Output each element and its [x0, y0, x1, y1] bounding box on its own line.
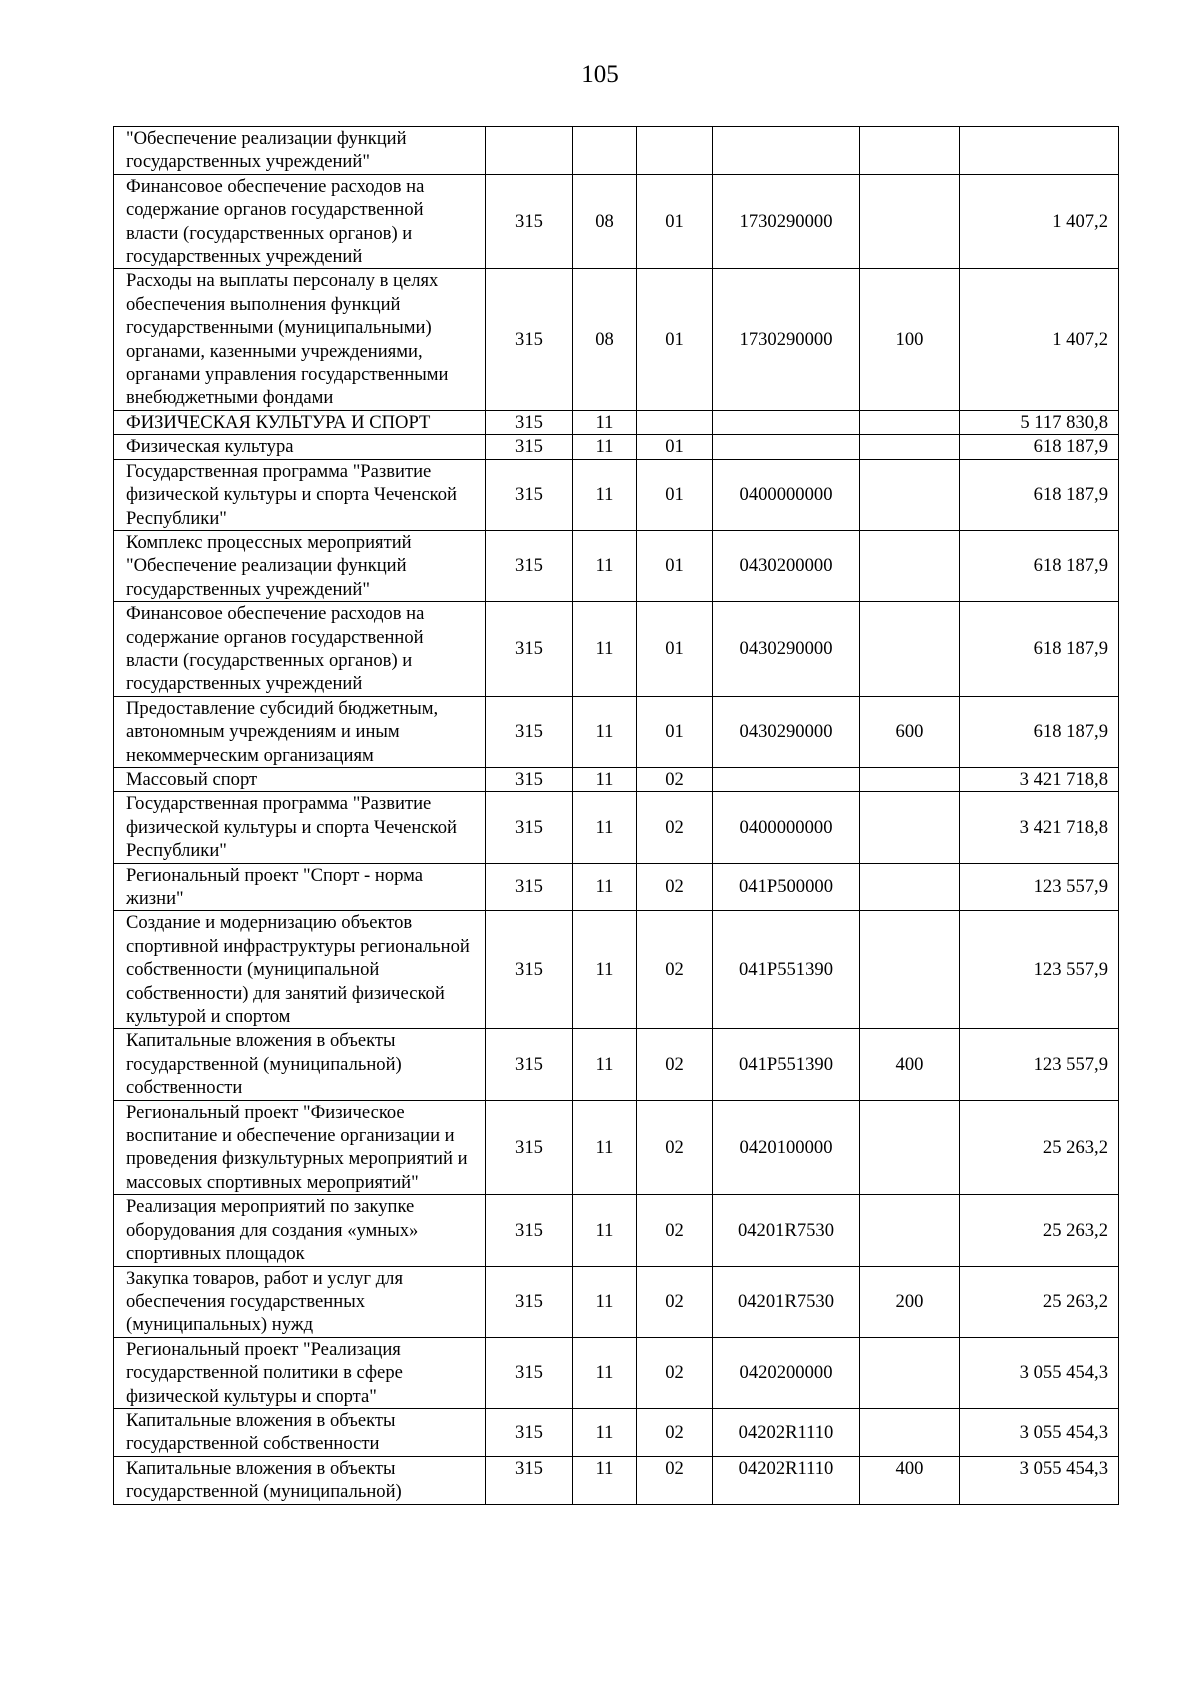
table-row [114, 410, 1119, 434]
cell-amount: 123 557,9 [960, 911, 1119, 1029]
table-row [114, 174, 1119, 269]
cell-section: 11 [573, 696, 637, 767]
cell-name: Создание и модернизацию объектов спортивной инфраструктуры региональной собственности (муниципальной собственности) для занятий физической культурой и спортом [114, 911, 486, 1029]
cell-name: Физическая культура [114, 435, 486, 459]
table-row [114, 435, 1119, 459]
cell-expense-type [860, 1337, 960, 1408]
cell-subsection [637, 127, 713, 175]
cell-expense-type [860, 174, 960, 269]
cell-name: Массовый спорт [114, 767, 486, 791]
cell-name: Региональный проект "Реализация государственной политики в сфере физической культуры и спорта" [114, 1337, 486, 1408]
cell-expense-type: 400 [860, 1456, 960, 1504]
cell-expense-type [860, 1195, 960, 1266]
table-row [114, 792, 1119, 863]
cell-section: 11 [573, 410, 637, 434]
cell-subsection: 01 [637, 602, 713, 697]
cell-amount: 3 055 454,3 [960, 1456, 1119, 1504]
table-row [114, 863, 1119, 911]
cell-section: 11 [573, 459, 637, 530]
cell-name: ФИЗИЧЕСКАЯ КУЛЬТУРА И СПОРТ [114, 410, 486, 434]
cell-target-article: 04202R1110 [713, 1456, 860, 1504]
cell-ministry-code: 315 [486, 792, 573, 863]
cell-expense-type [860, 792, 960, 863]
cell-subsection: 02 [637, 1456, 713, 1504]
cell-expense-type [860, 767, 960, 791]
cell-ministry-code: 315 [486, 459, 573, 530]
cell-ministry-code: 315 [486, 1195, 573, 1266]
cell-target-article: 04201R7530 [713, 1266, 860, 1337]
cell-name: Комплекс процессных мероприятий "Обеспечение реализации функций государственных учреждений" [114, 530, 486, 601]
table-row [114, 530, 1119, 601]
cell-amount: 618 187,9 [960, 530, 1119, 601]
cell-name: Реализация мероприятий по закупке оборудования для создания «умных» спортивных площадок [114, 1195, 486, 1266]
cell-ministry-code: 315 [486, 269, 573, 410]
cell-subsection [637, 410, 713, 434]
cell-amount: 3 055 454,3 [960, 1337, 1119, 1408]
table-row [114, 1337, 1119, 1408]
cell-ministry-code: 315 [486, 1100, 573, 1195]
cell-expense-type [860, 602, 960, 697]
cell-section: 11 [573, 1195, 637, 1266]
table-row [114, 767, 1119, 791]
cell-target-article: 0430290000 [713, 696, 860, 767]
cell-expense-type: 600 [860, 696, 960, 767]
table-row [114, 1266, 1119, 1337]
cell-amount: 618 187,9 [960, 602, 1119, 697]
cell-section: 11 [573, 911, 637, 1029]
cell-ministry-code: 315 [486, 1029, 573, 1100]
cell-amount: 25 263,2 [960, 1195, 1119, 1266]
cell-target-article: 0430200000 [713, 530, 860, 601]
table-row [114, 602, 1119, 697]
table-row [114, 911, 1119, 1029]
cell-section: 11 [573, 1456, 637, 1504]
cell-ministry-code: 315 [486, 1266, 573, 1337]
cell-ministry-code: 315 [486, 435, 573, 459]
table-body [114, 127, 1119, 1505]
cell-amount [960, 127, 1119, 175]
cell-target-article: 041P500000 [713, 863, 860, 911]
cell-ministry-code: 315 [486, 602, 573, 697]
cell-amount: 618 187,9 [960, 435, 1119, 459]
cell-amount: 618 187,9 [960, 459, 1119, 530]
cell-section: 11 [573, 1408, 637, 1456]
cell-name: Финансовое обеспечение расходов на содержание органов государственной власти (государственных органов) и государственных учреждений [114, 602, 486, 697]
cell-target-article [713, 767, 860, 791]
cell-ministry-code: 315 [486, 410, 573, 434]
cell-subsection: 02 [637, 863, 713, 911]
cell-amount: 25 263,2 [960, 1100, 1119, 1195]
cell-subsection: 02 [637, 792, 713, 863]
cell-section: 11 [573, 435, 637, 459]
cell-ministry-code: 315 [486, 174, 573, 269]
cell-subsection: 01 [637, 435, 713, 459]
page-number: 105 [581, 61, 619, 88]
cell-amount: 618 187,9 [960, 696, 1119, 767]
table-row [114, 269, 1119, 410]
cell-expense-type [860, 1100, 960, 1195]
cell-section: 11 [573, 602, 637, 697]
cell-section: 11 [573, 530, 637, 601]
cell-expense-type: 100 [860, 269, 960, 410]
cell-target-article: 1730290000 [713, 174, 860, 269]
cell-ministry-code: 315 [486, 696, 573, 767]
cell-amount: 123 557,9 [960, 863, 1119, 911]
cell-target-article: 04201R7530 [713, 1195, 860, 1266]
table-row [114, 1408, 1119, 1456]
table-row [114, 459, 1119, 530]
cell-target-article: 1730290000 [713, 269, 860, 410]
cell-ministry-code: 315 [486, 1408, 573, 1456]
cell-section: 11 [573, 1029, 637, 1100]
cell-section: 11 [573, 863, 637, 911]
cell-section: 11 [573, 1100, 637, 1195]
cell-expense-type: 200 [860, 1266, 960, 1337]
cell-target-article [713, 127, 860, 175]
table-row [114, 1100, 1119, 1195]
cell-target-article: 04202R1110 [713, 1408, 860, 1456]
cell-target-article: 0400000000 [713, 459, 860, 530]
cell-section [573, 127, 637, 175]
cell-target-article: 0430290000 [713, 602, 860, 697]
cell-target-article [713, 410, 860, 434]
cell-section: 11 [573, 792, 637, 863]
cell-target-article: 041P551390 [713, 911, 860, 1029]
cell-amount: 1 407,2 [960, 269, 1119, 410]
cell-amount: 25 263,2 [960, 1266, 1119, 1337]
cell-name: Государственная программа "Развитие физической культуры и спорта Чеченской Республики" [114, 792, 486, 863]
cell-ministry-code: 315 [486, 863, 573, 911]
cell-target-article: 0400000000 [713, 792, 860, 863]
cell-target-article [713, 435, 860, 459]
cell-subsection: 02 [637, 767, 713, 791]
cell-amount: 3 055 454,3 [960, 1408, 1119, 1456]
cell-expense-type [860, 459, 960, 530]
cell-name: Региональный проект "Физическое воспитание и обеспечение организации и проведения физкультурных мероприятий и массовых спортивных мероприятий" [114, 1100, 486, 1195]
cell-name: Капитальные вложения в объекты государственной (муниципальной) [114, 1456, 486, 1504]
cell-subsection: 01 [637, 269, 713, 410]
table-row [114, 127, 1119, 175]
cell-name: Предоставление субсидий бюджетным, автономным учреждениям и иным некоммерческим организациям [114, 696, 486, 767]
cell-ministry-code: 315 [486, 767, 573, 791]
cell-target-article: 041P551390 [713, 1029, 860, 1100]
cell-expense-type [860, 530, 960, 601]
cell-amount: 3 421 718,8 [960, 767, 1119, 791]
cell-section: 11 [573, 767, 637, 791]
cell-subsection: 01 [637, 696, 713, 767]
cell-name: "Обеспечение реализации функций государственных учреждений" [114, 127, 486, 175]
cell-section: 11 [573, 1337, 637, 1408]
cell-name: Расходы на выплаты персоналу в целях обеспечения выполнения функций государственными (муниципальными) органами, казенными учреждениями, органами управления государственными внебюджетными фондами [114, 269, 486, 410]
cell-expense-type [860, 435, 960, 459]
cell-name: Финансовое обеспечение расходов на содержание органов государственной власти (государственных органов) и государственных учреждений [114, 174, 486, 269]
cell-target-article: 0420200000 [713, 1337, 860, 1408]
cell-amount: 5 117 830,8 [960, 410, 1119, 434]
cell-amount: 123 557,9 [960, 1029, 1119, 1100]
cell-subsection: 01 [637, 459, 713, 530]
cell-subsection: 01 [637, 174, 713, 269]
cell-amount: 3 421 718,8 [960, 792, 1119, 863]
cell-subsection: 02 [637, 1100, 713, 1195]
cell-ministry-code: 315 [486, 1337, 573, 1408]
cell-amount: 1 407,2 [960, 174, 1119, 269]
cell-name: Закупка товаров, работ и услуг для обеспечения государственных (муниципальных) нужд [114, 1266, 486, 1337]
cell-ministry-code: 315 [486, 530, 573, 601]
cell-section: 08 [573, 269, 637, 410]
cell-expense-type [860, 127, 960, 175]
cell-subsection: 02 [637, 1195, 713, 1266]
cell-subsection: 01 [637, 530, 713, 601]
cell-ministry-code [486, 127, 573, 175]
cell-expense-type: 400 [860, 1029, 960, 1100]
cell-expense-type [860, 911, 960, 1029]
table-row [114, 1456, 1119, 1504]
table-row [114, 1029, 1119, 1100]
cell-expense-type [860, 410, 960, 434]
cell-target-article: 0420100000 [713, 1100, 860, 1195]
table-row [114, 1195, 1119, 1266]
cell-expense-type [860, 1408, 960, 1456]
cell-section: 08 [573, 174, 637, 269]
table-row [114, 696, 1119, 767]
cell-name: Капитальные вложения в объекты государственной (муниципальной) собственности [114, 1029, 486, 1100]
cell-name: Капитальные вложения в объекты государственной собственности [114, 1408, 486, 1456]
cell-subsection: 02 [637, 1408, 713, 1456]
cell-name: Государственная программа "Развитие физической культуры и спорта Чеченской Республики" [114, 459, 486, 530]
cell-subsection: 02 [637, 1266, 713, 1337]
cell-ministry-code: 315 [486, 911, 573, 1029]
cell-ministry-code: 315 [486, 1456, 573, 1504]
cell-subsection: 02 [637, 1029, 713, 1100]
budget-table [113, 126, 1119, 1505]
cell-subsection: 02 [637, 1337, 713, 1408]
cell-subsection: 02 [637, 911, 713, 1029]
cell-expense-type [860, 863, 960, 911]
cell-name: Региональный проект "Спорт - норма жизни" [114, 863, 486, 911]
cell-section: 11 [573, 1266, 637, 1337]
